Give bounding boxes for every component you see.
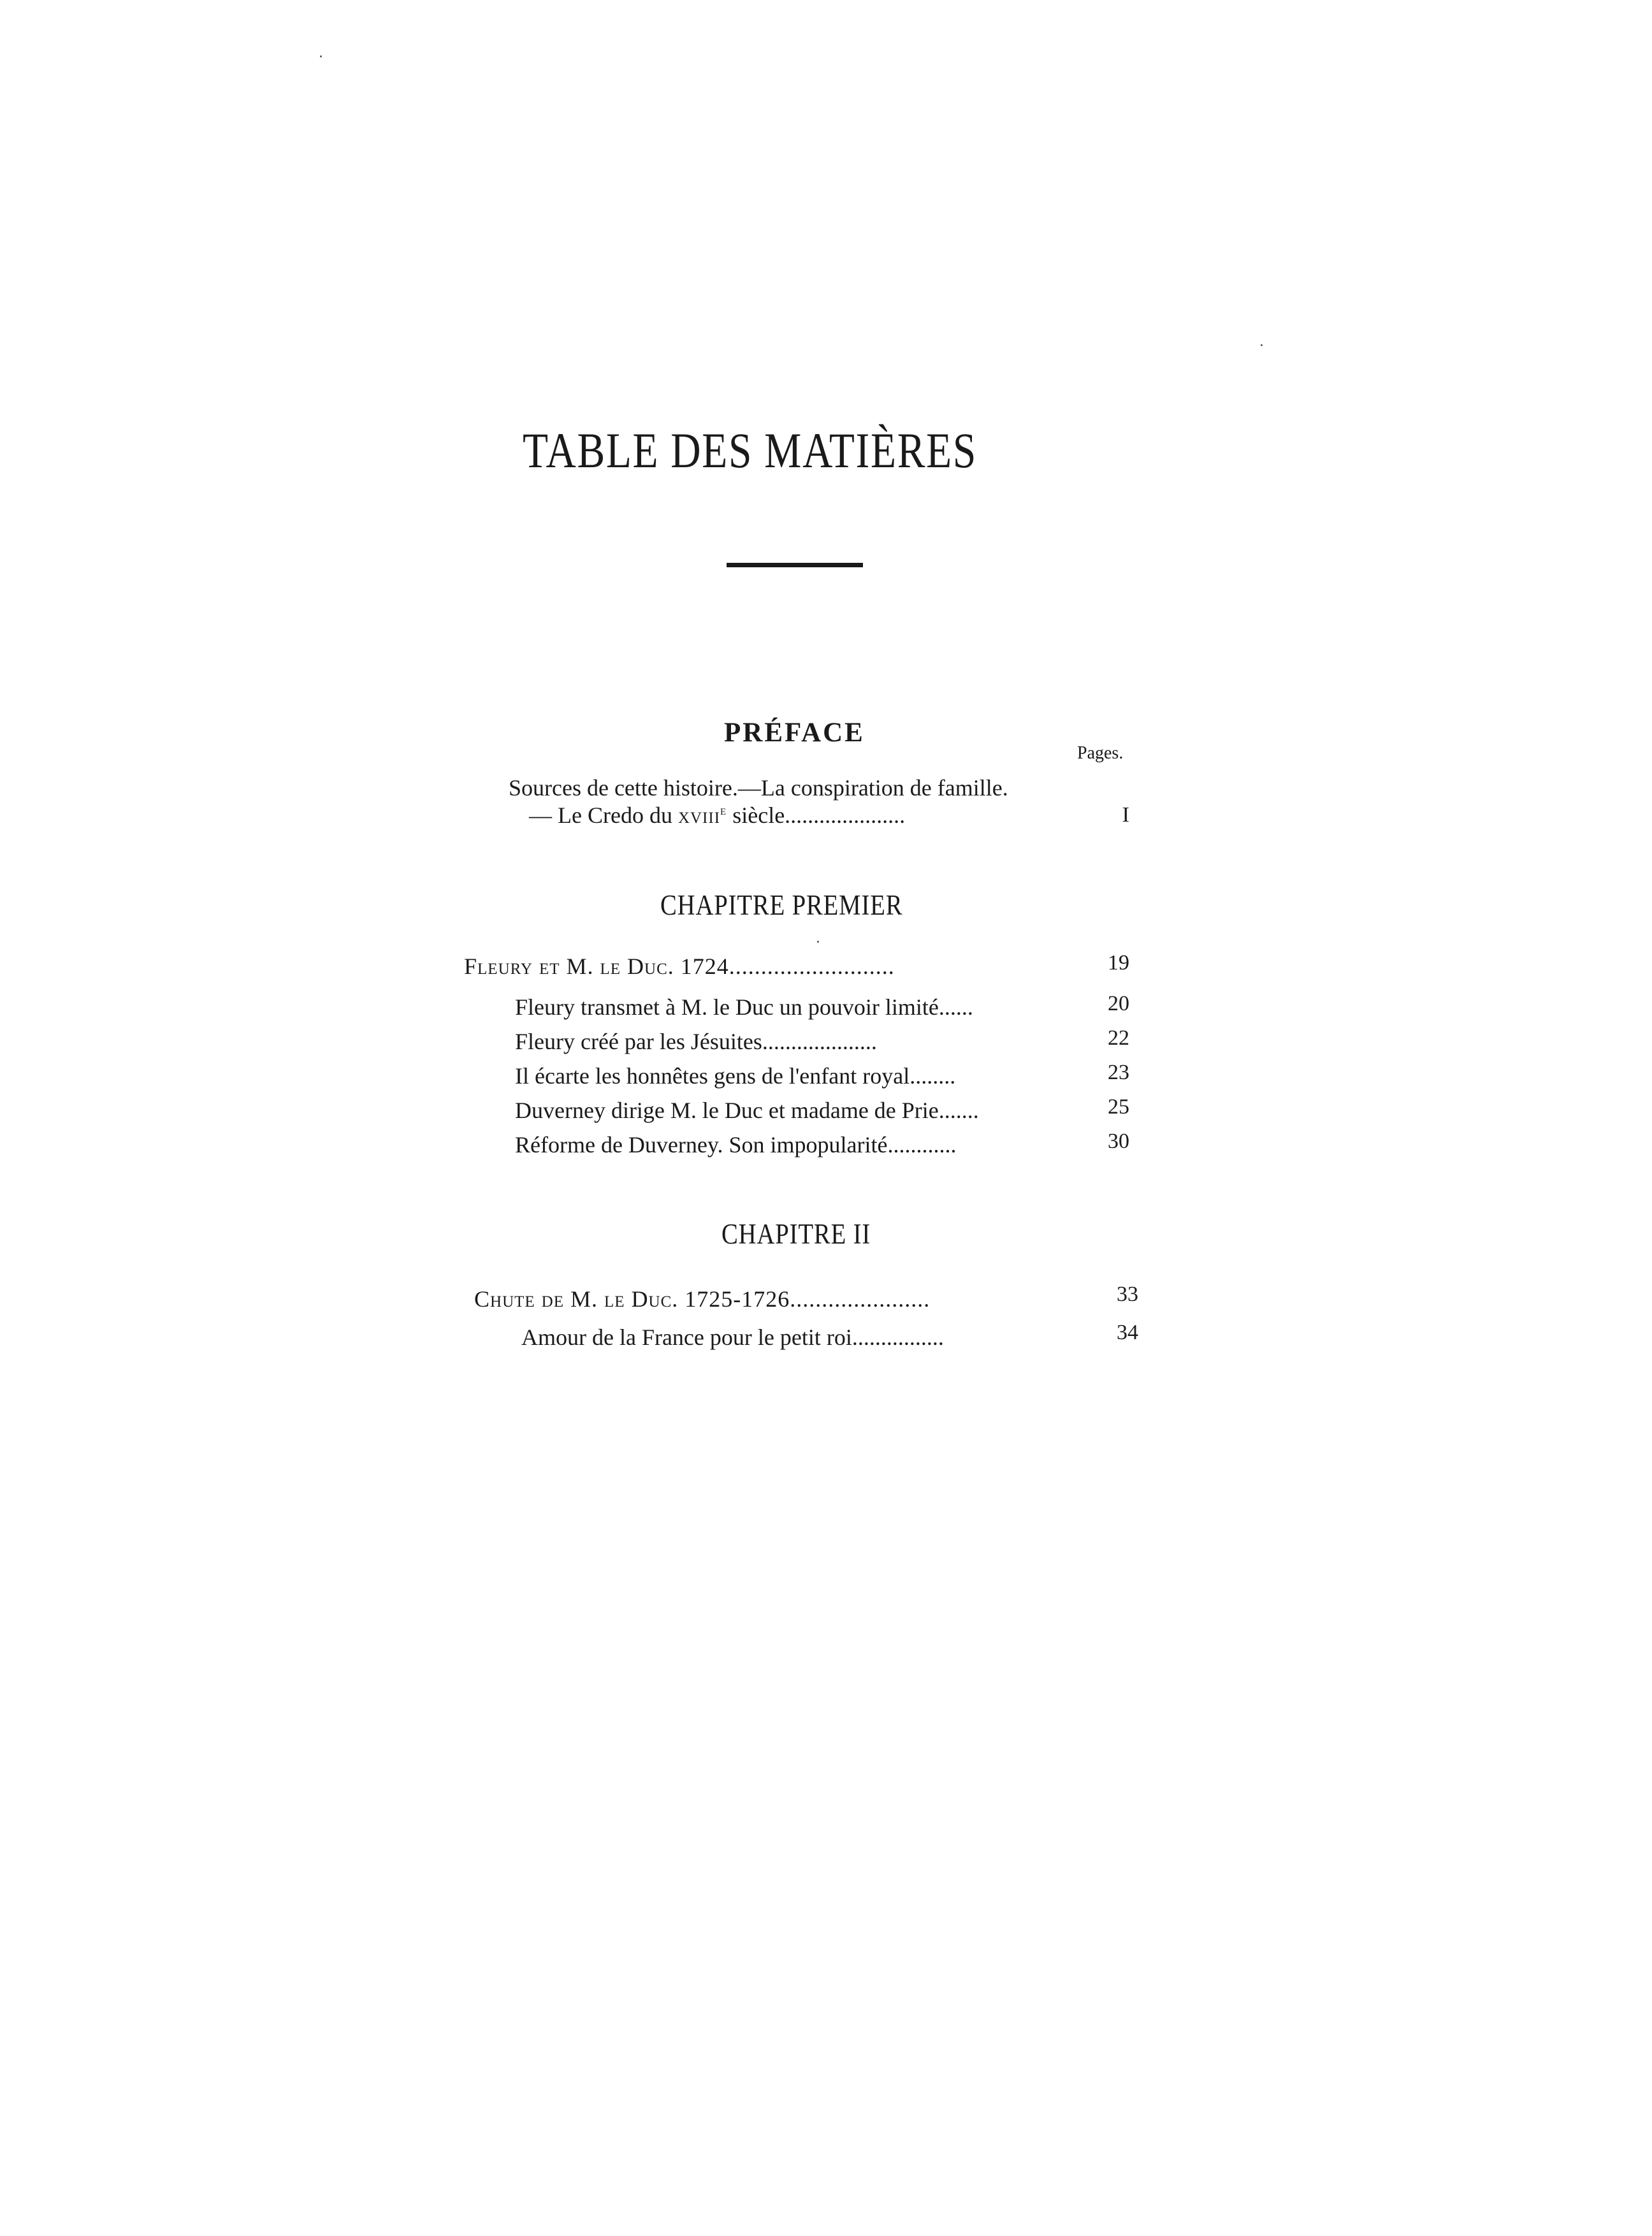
chapter2-heading: CHAPITRE II — [721, 1218, 871, 1250]
preface-entry-line2: — Le Credo du xviii$^e$ siècle..................... — [529, 802, 906, 828]
page-title: TABLE DES MATIÈRES — [523, 423, 977, 478]
pages-column-label: Pages. — [1077, 743, 1124, 763]
toc-entry: Fleury transmet à M. le Duc un pouvoir limité...... — [515, 994, 973, 1020]
toc-entry-page: 22 — [1108, 1026, 1129, 1050]
preface-page-number: I — [1122, 803, 1129, 827]
print-speck — [1261, 344, 1263, 346]
chapter1-heading: CHAPITRE PREMIER — [660, 889, 903, 921]
preface-entry-line1: Sources de cette histoire.—La conspiration de famille. — [509, 775, 1008, 801]
chapter1-main-entry: Fleury et M. le Duc. 1724.......................... — [464, 954, 895, 979]
toc-entry-page: 30 — [1108, 1129, 1129, 1153]
chapter2-main-page: 33 — [1117, 1282, 1138, 1306]
chapter1-main-page: 19 — [1108, 951, 1129, 975]
chapter2-main-entry: Chute de M. le Duc. 1725-1726...................... — [474, 1286, 931, 1312]
title-divider — [727, 563, 863, 567]
toc-entry: Fleury créé par les Jésuites.................... — [515, 1029, 877, 1054]
toc-entry-page: 34 — [1117, 1321, 1138, 1344]
toc-entry-page: 20 — [1108, 992, 1129, 1015]
toc-entry-page: 25 — [1108, 1095, 1129, 1119]
print-speck — [320, 55, 322, 57]
print-speck — [817, 941, 819, 943]
century-numeral: xviii$^e$ — [677, 802, 727, 828]
toc-entry: Réforme de Duverney. Son impopularité............ — [515, 1132, 957, 1158]
toc-entry: Il écarte les honnêtes gens de l'enfant royal........ — [515, 1063, 956, 1089]
preface-heading: PRÉFACE — [724, 718, 865, 748]
toc-entry: Amour de la France pour le petit roi................ — [521, 1325, 944, 1350]
toc-entry-page: 23 — [1108, 1061, 1129, 1084]
toc-entry: Duverney dirige M. le Duc et madame de Prie....... — [515, 1098, 979, 1123]
